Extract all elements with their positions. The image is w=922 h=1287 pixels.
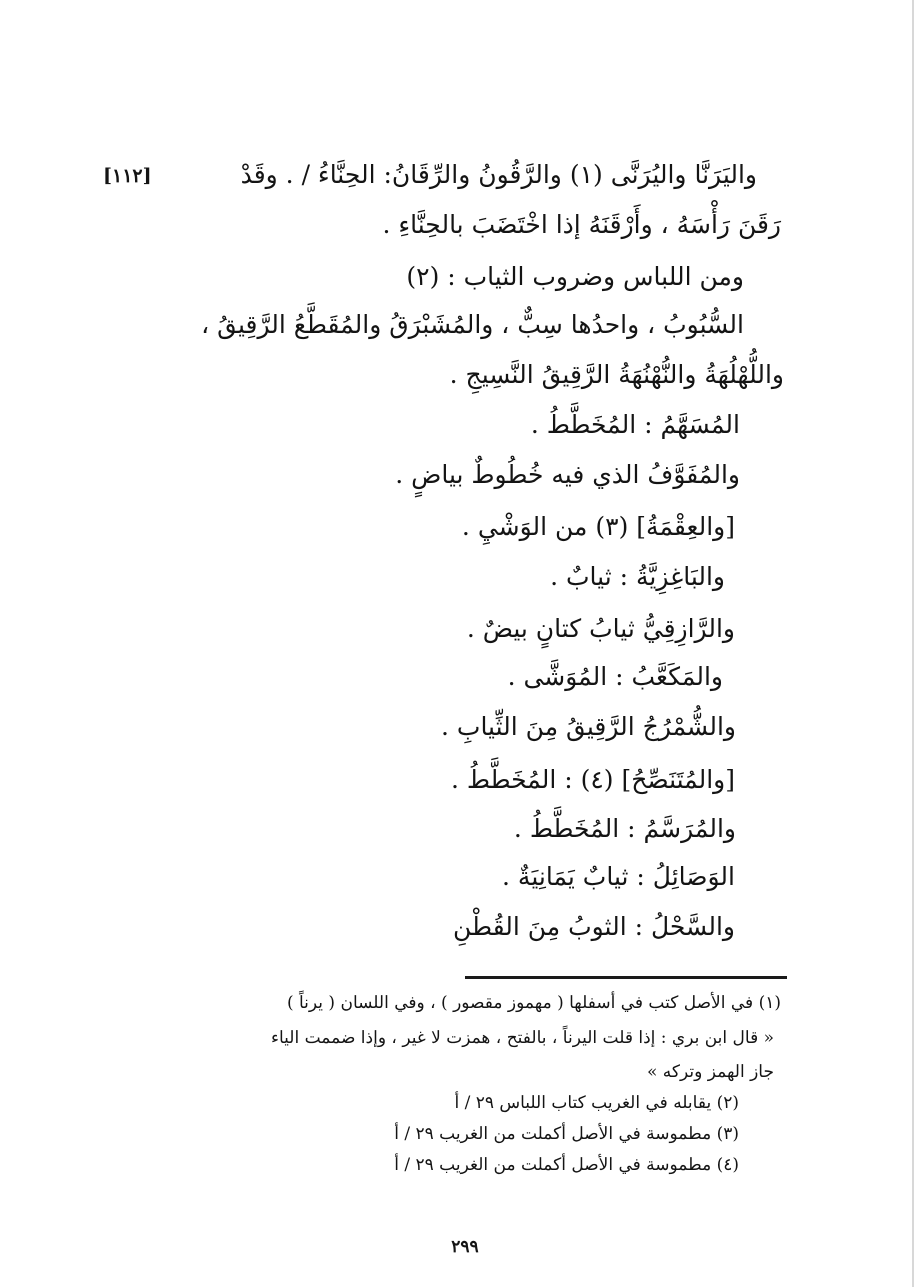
text-line-16: والسَّحْلُ : الثوبُ مِنَ القُطْنِ [453,912,735,941]
text-line-11: والمَكَعَّبُ : المُوَشَّى . [507,662,723,691]
text-line-5: واللُّهْلُهَةُ والنُّهْنُهَةُ الرَّقِيقُ النَّسِيجِ . [449,360,784,389]
text-line-10: والرَّازِقِيُّ ثيابُ كتانٍ بيضٌ . [466,614,735,643]
text-line-8: [والعِقْمَةُ] (٣) من الوَشْيِ . [461,512,735,541]
footnote-1-line-3: جاز الهمز وتركه » [647,1062,774,1082]
text-line-1: واليَرَنَّا واليُرَنَّى (١) والرَّقُونُ والرِّقَانُ: الحِنَّاءُ / . وقَدْ [240,160,757,189]
page-edge [912,0,914,1287]
footnote-4: (٤) مطموسة في الأصل أكملت من الغريب ٢٩ / أ [394,1155,739,1175]
footnote-1-line-1: (١) في الأصل كتب في أسفلها ( مهموز مقصور ) ، وفي اللسان ( يرناً ) [286,993,781,1013]
text-line-15: الوَصَائِلُ : ثيابٌ يَمَانِيَةٌ . [502,862,735,891]
page-marker: [١١٢] [103,165,152,187]
text-line-7: والمُفَوَّفُ الذي فيه خُطُوطٌ بياضٍ . [395,460,740,489]
text-line-13: [والمُتَنَصِّحُ] (٤) : المُخَطَّطُ . [451,765,735,794]
page-number: ٢٩٩ [451,1237,479,1257]
text-line-4: السُّبُوبُ ، واحدُها سِبٌّ ، والمُشَبْرَقُ والمُقَطَّعُ الرَّقِيقُ ، [201,310,744,339]
text-line-2: رَقَنَ رَأْسَهُ ، وأَرْقَنَهُ إذا اخْتَضَبَ بالحِنَّاءِ . [382,210,781,239]
text-line-3: ومن اللباس وضروب الثياب : (٢) [406,262,744,291]
text-line-9: والبَاغِزِيَّةُ : ثيابٌ . [550,562,725,591]
footnote-divider [465,976,787,979]
footnote-3: (٣) مطموسة في الأصل أكملت من الغريب ٢٩ / أ [394,1124,739,1144]
footnote-2: (٢) يقابله في الغريب كتاب اللباس ٢٩ / أ [454,1093,739,1113]
text-line-12: والشُّمْرُجُ الرَّقِيقُ مِنَ الثِّيابِ . [441,712,736,741]
text-line-14: والمُرَسَّمُ : المُخَطَّطُ . [513,814,736,843]
footnote-1-line-2: « قال ابن بري : إذا قلت اليرناً ، بالفتح ، همزت لا غير ، وإذا ضممت الياء [271,1028,774,1048]
text-line-6: المُسَهَّمُ : المُخَطَّطُ . [530,410,740,439]
